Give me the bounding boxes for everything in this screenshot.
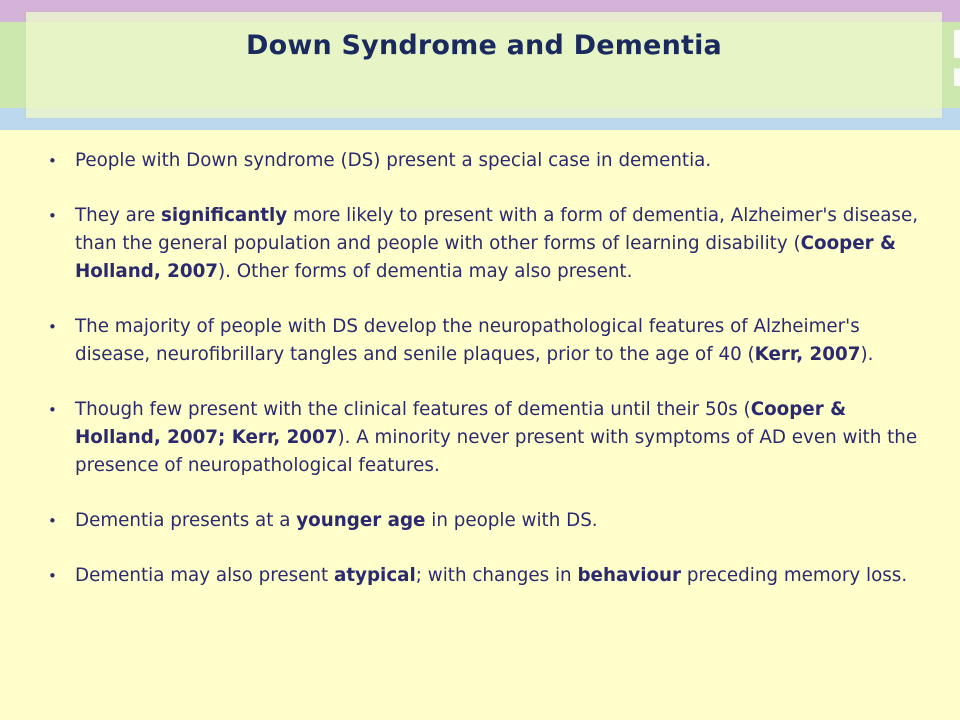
bullet-list [48,147,928,617]
bullet-emphasis: behaviour [577,565,682,586]
bullet-emphasis: Cooper & Holland, 2007 [75,233,896,282]
bullet-item [48,396,928,480]
bullet-emphasis: atypical [333,565,416,586]
bullet-text: ). [860,344,874,365]
bullet-text: The majority of people with DS develop the neuropathological features of Alzheimer's disease, neurofibrillary tangles and senile plaques, prior to the age of 40 ( [75,316,860,365]
title-panel [26,12,942,118]
bullet-item [48,507,928,535]
bullet-text: ). A minority never present with symptoms of AD even with the presence of neuropathological features. [75,427,918,476]
bullet-text: Though few present with the clinical features of dementia until their 50s ( [75,399,751,420]
bullet-text: ). Other forms of dementia may also present. [218,261,633,282]
bullet-item [48,562,928,590]
bullet-emphasis: Kerr, 2007 [754,344,861,365]
bullet-emphasis: younger age [296,510,426,531]
bullet-text: ; with changes in [415,565,578,586]
bullet-emphasis: significantly [161,205,288,226]
bullet-text: Dementia presents at a [75,510,297,531]
bullet-item [48,313,928,369]
bullet-emphasis: Cooper & Holland, 2007; Kerr, 2007 [75,399,847,448]
bullet-item [48,147,928,175]
bullet-text: They are [75,205,162,226]
bullet-text: People with Down syndrome (DS) present a special case in dementia. [75,150,712,171]
edge-decoration [954,30,960,100]
bullet-text: Dementia may also present [75,565,334,586]
bullet-text: more likely to present with a form of dementia, Alzheimer's disease, than the general population and people with other forms of learning disability ( [75,205,919,254]
bullet-text: preceding memory loss. [681,565,908,586]
slide-title: Down Syndrome and Dementia [246,30,722,61]
bullet-text: in people with DS. [425,510,598,531]
bullet-item [48,202,928,286]
